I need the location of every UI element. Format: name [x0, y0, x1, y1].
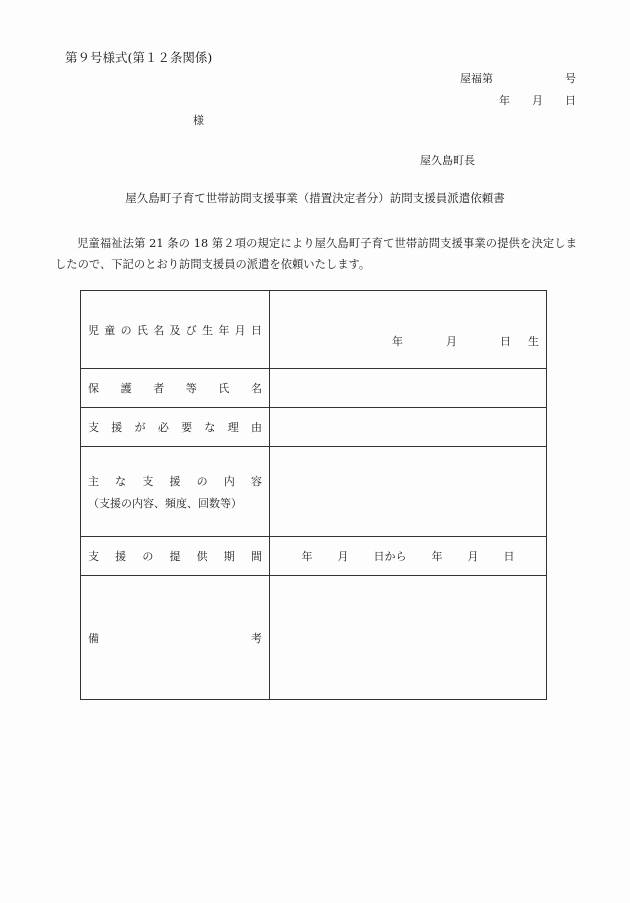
content-label: 主 な 支 援 の 内 容 — [88, 474, 262, 488]
period-start-year: 年 — [301, 550, 313, 563]
table-row-child — [81, 291, 547, 369]
document-number — [460, 70, 576, 86]
period-end-year: 年 — [431, 550, 443, 563]
content-label-cell — [81, 447, 270, 537]
birth-month: 月 — [446, 334, 457, 348]
form-number: 第９号様式(第１２条関係) — [65, 50, 213, 65]
period-fields — [277, 548, 539, 564]
doc-number-suffix: 号 — [565, 72, 576, 85]
issuer: 屋久島町長 — [420, 154, 475, 167]
doc-number-prefix: 屋福第 — [460, 72, 493, 85]
reason-value-cell[interactable] — [270, 408, 547, 447]
table-row-reason — [81, 408, 547, 447]
period-start-month: 月 — [337, 550, 349, 563]
child-value-cell[interactable] — [270, 291, 547, 369]
body-text: 児童福祉法第 21 条の 18 第２項の規定により屋久島町子育て世帯訪問支援事業の提供を決定しましたので、下記のとおり訪問支援員の派遣を依頼いたします。 — [55, 237, 577, 271]
remarks-label-start: 備 — [88, 631, 99, 645]
table-row-content — [81, 447, 547, 537]
child-label-cell — [81, 291, 270, 369]
guardian-label: 保 護 者 等 氏 名 — [88, 382, 262, 395]
date-year: 年 — [499, 94, 510, 107]
child-label: 児 童 の 氏 名 及 び 生 年 月 日 — [88, 323, 262, 337]
issue-date — [499, 92, 576, 108]
reason-label: 支 援 が 必 要 な 理 由 — [88, 421, 262, 434]
date-month: 月 — [532, 94, 543, 107]
period-end-day: 日 — [503, 550, 515, 563]
table-row-period — [81, 537, 547, 576]
remarks-label — [88, 630, 262, 646]
guardian-label-cell — [81, 369, 270, 408]
remarks-label-end: 考 — [251, 631, 262, 645]
content-value-cell[interactable] — [270, 447, 547, 537]
date-day: 日 — [565, 94, 576, 107]
reason-label-cell — [81, 408, 270, 447]
birth-year: 年 — [392, 334, 403, 348]
period-end-month: 月 — [467, 550, 479, 563]
birth-suffix: 生 — [528, 334, 539, 348]
period-start-day: 日から — [373, 550, 407, 563]
content-sublabel: （支援の内容、頻度、回数等） — [88, 496, 242, 510]
addressee: 様 — [193, 114, 204, 127]
period-value-cell[interactable] — [270, 537, 547, 576]
document-title: 屋久島町子育て世帯訪問支援事業（措置決定者分）訪問支援員派遣依頼書 — [125, 191, 505, 205]
table-row-remarks — [81, 576, 547, 700]
request-form-table — [80, 290, 547, 700]
guardian-value-cell[interactable] — [270, 369, 547, 408]
remarks-label-cell — [81, 576, 270, 700]
period-label: 支 援 の 提 供 期 間 — [88, 550, 262, 563]
birth-day: 日 — [500, 334, 511, 348]
period-label-cell — [81, 537, 270, 576]
remarks-value-cell[interactable] — [270, 576, 547, 700]
table-row-guardian — [81, 369, 547, 408]
